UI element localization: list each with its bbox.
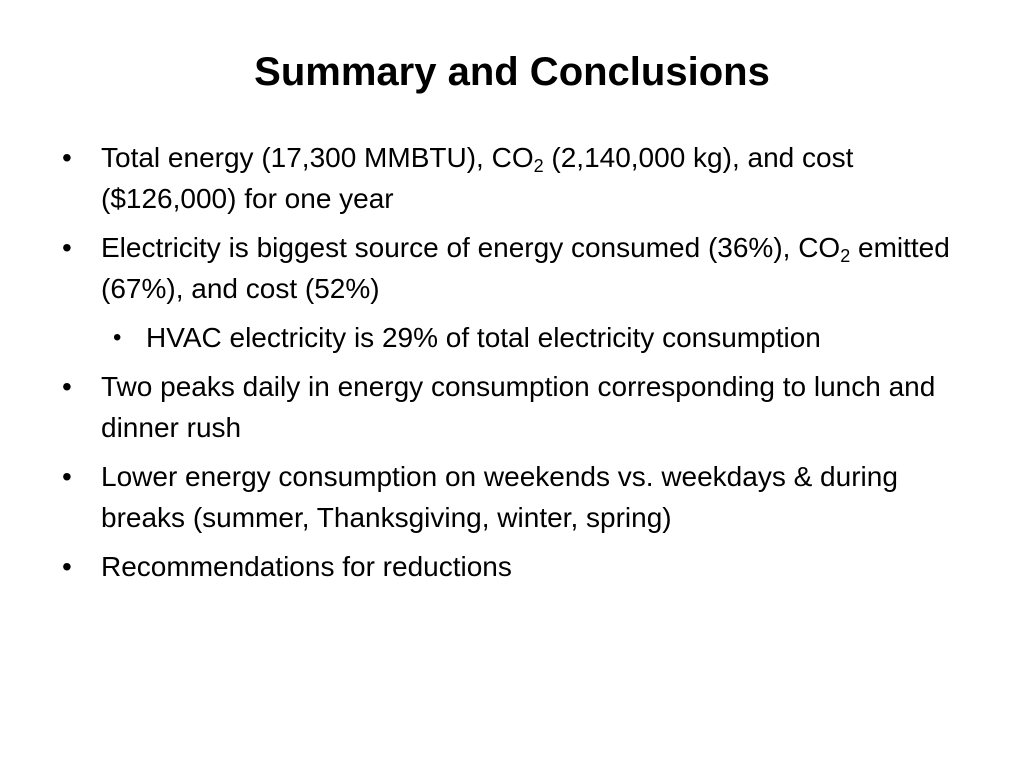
bullet-dot-icon: •	[62, 142, 72, 173]
bullet-dot-icon: •	[62, 232, 72, 263]
bullet-dot-icon: •	[62, 551, 72, 582]
bullet-text: Total energy (17,300 MMBTU), $CO_2$ (2,140,000 kg), and cost ($126,000) for one year	[101, 142, 854, 214]
bullet-dot-icon: •	[62, 461, 72, 492]
bullet-text: HVAC electricity is 29% of total electricity consumption	[146, 322, 821, 353]
bullet-text: Two peaks daily in energy consumption corresponding to lunch and dinner rush	[101, 371, 936, 443]
bullet-text: Recommendations for reductions	[101, 551, 512, 582]
bullet-dot-icon: •	[62, 371, 72, 402]
bullet-item-total-energy	[0, 137, 1024, 219]
bullet-item-recommendations	[0, 546, 1024, 587]
bullet-text: Lower energy consumption on weekends vs. weekdays & during breaks (summer, Thanksgiving, winter, spring)	[101, 461, 898, 533]
bullet-item-lower-energy	[0, 456, 1024, 538]
slide-title: Summary and Conclusions	[254, 50, 770, 94]
sub-bullet-item-hvac	[0, 317, 1024, 358]
bullet-item-two-peaks	[0, 366, 1024, 448]
bullet-item-electricity	[0, 227, 1024, 309]
bullet-list	[0, 137, 1024, 595]
bullet-dot-icon: •	[113, 324, 122, 351]
bullet-text: Electricity is biggest source of energy consumed (36%), $CO_2$ emitted (67%), and cost (52%)	[101, 232, 950, 304]
